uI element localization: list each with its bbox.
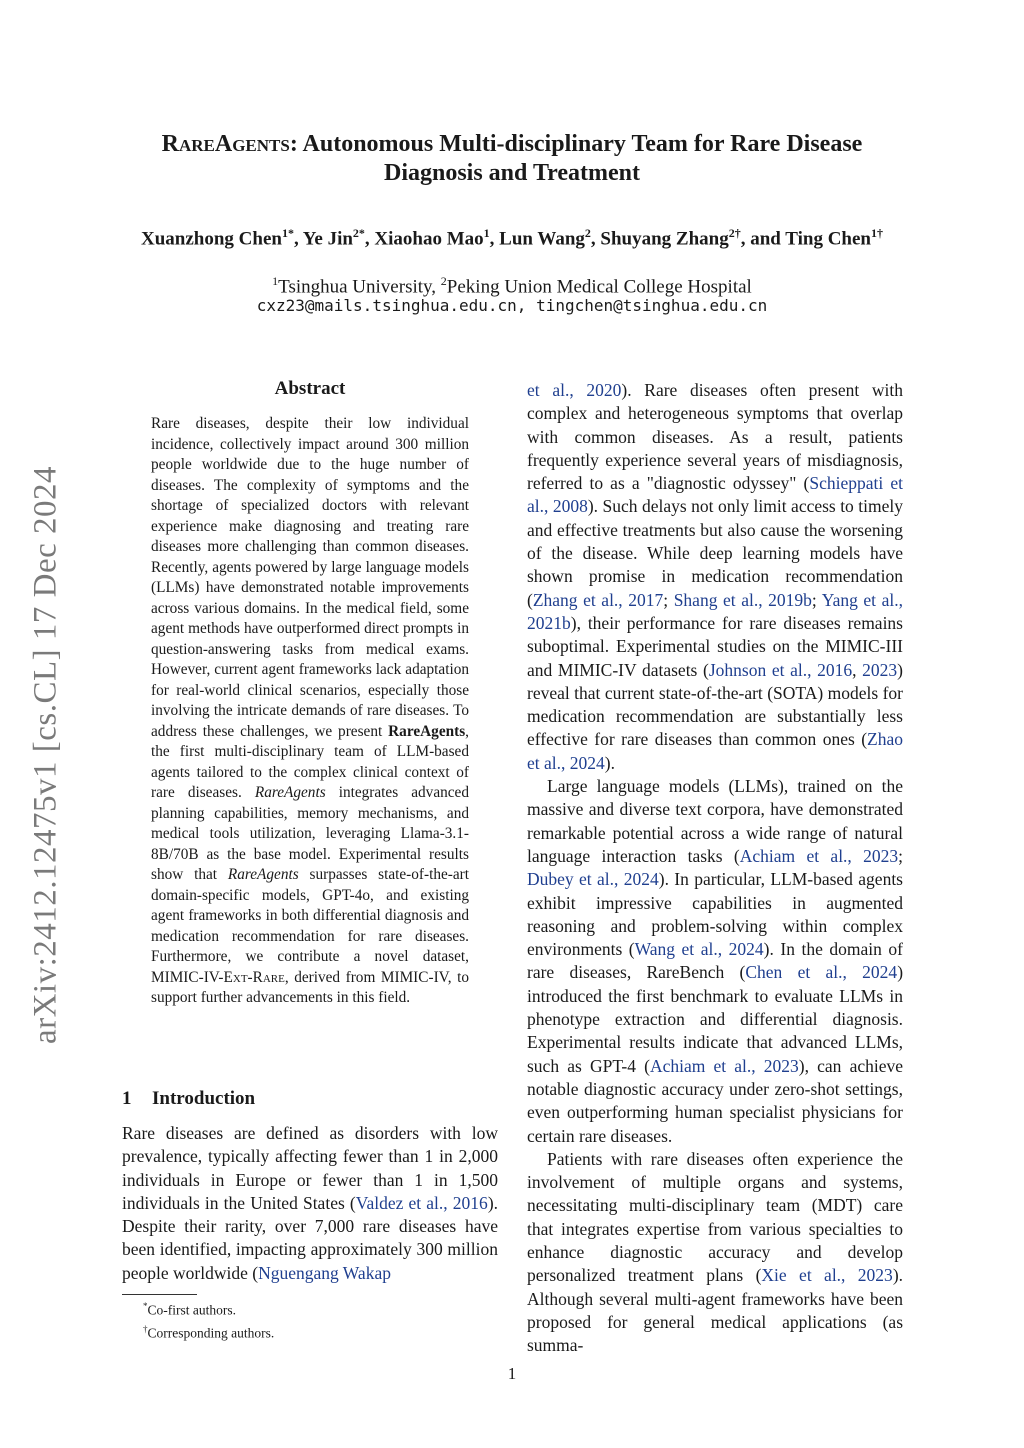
author-affil-mark: 1	[483, 226, 490, 240]
abstract-italic-name: RareAgents	[227, 866, 299, 883]
footnote-2	[143, 1320, 274, 1343]
body-text: ). In particular, LLM-based agents exhibit impressive capabilities in augmented reasoning and problem-solving within complex environments (	[527, 869, 903, 960]
abstract-text: integrates advanced planning capabilities, memory mechanisms, and medical tools utilization, leveraging Llama-3.1-8B/70B as the base model. Experimental results show that	[151, 784, 469, 883]
footnotes	[143, 1297, 274, 1342]
paragraph	[527, 379, 903, 775]
body-text: ).	[604, 752, 615, 773]
citation-link[interactable]: Zhang et al., 2017	[532, 589, 664, 610]
author-list: Xuanzhong Chen$^{1*}$, Ye Jin$^{2*}$, Xiaohao Mao$^1$, Lun Wang$^2$, Shuyang Zhang$^{2\dagger}$, and Ting Chen$^{1\dagger}$	[141, 226, 883, 250]
body-text: ). Although several multi-agent frameworks have been proposed for general medical applications (as summa-	[527, 1265, 904, 1356]
title-line1: : Autonomous Multi-disciplinary Team for Rare Disease	[289, 131, 863, 157]
intro-right-column	[527, 379, 903, 1357]
footnote-text: Co-first authors.	[147, 1302, 236, 1318]
citation-link[interactable]: Dubey et al., 2024	[527, 869, 659, 890]
author-affil-mark: 2*	[352, 226, 365, 240]
author-name: Xuanzhong Chen	[141, 228, 282, 250]
body-text: ) reveal that current state-of-the-art (SOTA) models for medication recommendation are substantially less effective for rare diseases than common ones (	[527, 659, 903, 750]
arxiv-identifier	[26, 450, 66, 1060]
abstract-text: , the first multi-disciplinary team of LLM-based agents tailored to the complex clinical context of rare diseases.	[151, 722, 469, 801]
author-name: Lun Wang	[499, 228, 585, 250]
body-text: Patients with rare diseases often experience the involvement of multiple organs and systems, necessitating multi-disciplinary team (MDT) care that integrates expertise from various specialties to enhance diagnostic accuracy and develop personalized treatment plans (	[527, 1148, 903, 1286]
citation-link[interactable]: Wang et al., 2024	[634, 939, 764, 960]
abstract-body	[151, 414, 469, 1009]
affil-2: Peking Union Medical College Hospital	[446, 276, 752, 298]
abstract-smallcaps: xt	[232, 968, 248, 986]
citation-link[interactable]: Nguengang Wakap	[258, 1262, 391, 1283]
arxiv-identifier-text: arXiv:2412.12475v1 [cs.CL] 17 Dec 2024	[27, 465, 64, 1045]
citation-link[interactable]: Achiam et al., 2023	[649, 1055, 799, 1076]
paragraph	[527, 775, 903, 1148]
footnote-mark: *	[143, 1301, 148, 1311]
body-text: ;	[811, 589, 822, 610]
author-affil-mark: 2†	[728, 226, 741, 240]
body-text: ;	[663, 589, 674, 610]
footnote-text: Corresponding authors.	[147, 1325, 275, 1340]
citation-link[interactable]: Xie et al., 2023	[761, 1265, 893, 1286]
citation-link[interactable]: 2023	[862, 659, 898, 680]
abstract-smallcaps: are	[262, 968, 285, 986]
author-affil-mark: 1†	[871, 226, 883, 240]
abstract-bold-name: RareAgents	[388, 722, 466, 740]
body-text: ,	[852, 659, 863, 680]
citation-link[interactable]: Shang et al., 2019b	[673, 589, 812, 610]
body-text: ). Such delays not only limit access to timely and effective treatments but also cause the worsening of the disease. While deep learning models have shown promise in medication recommendation (	[527, 496, 903, 610]
author-name: Xiaohao Mao	[374, 228, 484, 250]
affil-mark: 2	[440, 274, 447, 288]
author-emails: cxz23@mails.tsinghua.edu.cn, tingchen@tsinghua.edu.cn	[256, 296, 768, 315]
body-text: Large language models (LLMs), trained on the massive and diverse text corpora, have demonstrated remarkable potential across a wide range of natural language interaction tasks (	[527, 776, 903, 866]
author-affil-mark: 2	[584, 226, 591, 240]
body-text: ) introduced the first benchmark to evaluate LLMs in phenotype extraction and differential diagnosis. Experimental results indicate that advanced LLMs, such as GPT-4 (	[527, 962, 904, 1076]
citation-link[interactable]: Johnson et al., 2016	[708, 659, 853, 680]
abstract-heading: Abstract	[274, 378, 346, 399]
body-text: ;	[898, 845, 903, 866]
body-text: ). Rare diseases often present with complex and heterogeneous symptoms that overlap with common diseases. As a result, patients frequently experience several years of misdiagnosis, referred to as a "diagnostic odyssey" (	[527, 380, 904, 494]
author-name: Shuyang Zhang	[600, 228, 729, 250]
footnote-1	[143, 1297, 274, 1320]
abstract-text: , derived from MIMIC-IV, to support further advancements in this field.	[151, 968, 469, 1006]
body-text: ), their performance for rare diseases remains suboptimal. Experimental studies on the MIMIC-III and MIMIC-IV datasets (	[527, 612, 903, 680]
body-text: ). Despite their rarity, over 7,000 rare diseases have been identified, impacting approximately 300 million people worldwide (	[122, 1192, 499, 1283]
author-name: Ye Jin	[302, 228, 353, 250]
body-text: ). In the domain of rare diseases, RareBench (	[527, 939, 903, 983]
abstract-italic-name: RareAgents	[254, 784, 326, 801]
footnote-mark: †	[143, 1323, 148, 1334]
page-number: 1	[507, 1364, 517, 1383]
citation-link[interactable]: Chen et al., 2024	[745, 962, 898, 983]
abstract-text: surpasses state-of-the-art domain-specific models, GPT-4o, and existing agent frameworks in both differential diagnosis and medication recommendation for rare diseases. Furthermore, we contribute a novel dataset, MIMIC-IV-E	[151, 866, 470, 986]
author-affil-mark: 1*	[281, 226, 294, 240]
paragraph	[527, 1148, 903, 1358]
section-title: Introduction	[152, 1088, 256, 1109]
section-number: 1	[122, 1088, 132, 1109]
title-system-name: RareAgents	[161, 131, 290, 157]
author-name: Ting Chen	[785, 228, 871, 250]
citation-link[interactable]: Schieppati et al., 2008	[527, 473, 903, 517]
citation-link[interactable]: Yang et al., 2021b	[527, 589, 903, 633]
footnote-divider	[122, 1294, 197, 1295]
section-heading	[122, 1088, 255, 1110]
intro-left-column	[122, 1122, 498, 1285]
body-text: ), can achieve notable diagnostic accuracy under zero-shot settings, even outperforming human specialist physicians for certain rare diseases.	[527, 1055, 904, 1146]
abstract-text: Rare diseases, despite their low individual incidence, collectively impact around 300 million people worldwide due to the huge number of diseases. The complexity of symptoms and the shortage of specialized doctors with relevant experience make diagnosing and treating rare diseases more challenging than common diseases. Recently, agents powered by large language models (LLMs) have demonstrated notable improvements across various domains. In the medical field, some agent methods have outperformed direct prompts in question-answering tasks from medical exams. However, current agent frameworks lack adaptation for real-world clinical scenarios, especially those involving the intricate demands of rare diseases. To address these challenges, we present	[151, 415, 469, 740]
title-line2: Diagnosis and Treatment	[383, 160, 641, 186]
citation-link[interactable]: et al., 2020	[527, 380, 622, 400]
citation-link[interactable]: Zhao et al., 2024	[527, 729, 903, 773]
body-text: Rare diseases are defined as disorders with low prevalence, typically affecting fewer than 1 in 2,000 individuals in Europe or fewer than 1 in 1,500 individuals in the United States (	[122, 1123, 498, 1213]
paper-title	[100, 130, 924, 188]
affil-mark: 1	[272, 274, 279, 288]
citation-link[interactable]: Achiam et al., 2023	[739, 845, 899, 866]
abstract-text: -R	[247, 968, 263, 986]
affil-1: Tsinghua University,	[278, 276, 441, 298]
citation-link[interactable]: Valdez et al., 2016	[355, 1192, 488, 1213]
